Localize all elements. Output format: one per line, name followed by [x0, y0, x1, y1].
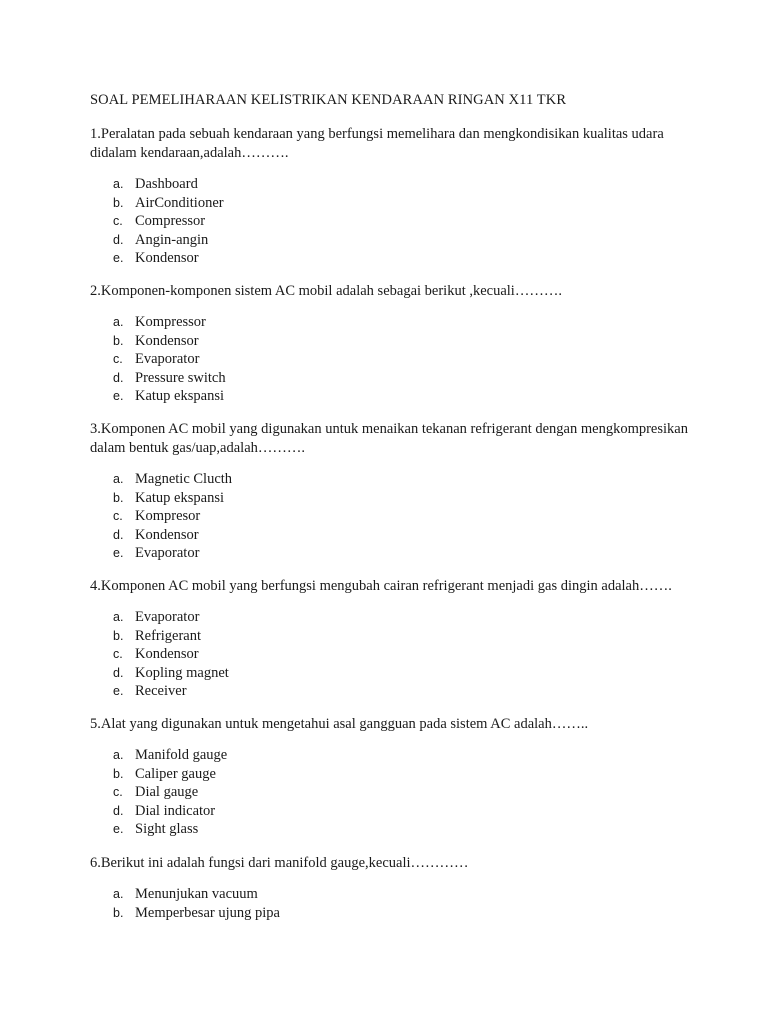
option-letter: a.	[113, 887, 124, 901]
option-text: Magnetic Clucth	[135, 471, 233, 487]
option-letter: c.	[113, 647, 123, 662]
option-letter: e.	[113, 251, 124, 266]
option-text: Manifold gauge	[135, 747, 228, 763]
answer-option	[90, 369, 690, 388]
option-text: Evaporator	[135, 609, 200, 625]
option-text: Kondensor	[135, 250, 199, 267]
answer-option	[90, 212, 690, 231]
answer-option	[90, 332, 690, 351]
question-text: 2.Komponen-komponen sistem AC mobil adalah sebagai berikut ,kecuali……….	[90, 283, 562, 299]
answer-option	[90, 507, 690, 526]
option-letter: c.	[113, 352, 123, 367]
option-letter: d.	[113, 803, 124, 818]
question-text: 1.Peralatan pada sebuah kendaraan yang berfungsi memelihara dan mengkondisikan kualitas udara didalam kendaraan,adalah……….	[90, 126, 664, 161]
option-text: Angin-angin	[135, 231, 209, 248]
answer-option	[90, 820, 690, 839]
option-text: Kondensor	[135, 526, 199, 543]
answer-option	[90, 783, 690, 802]
question-2	[90, 282, 690, 406]
question-1	[90, 125, 690, 268]
answer-option	[90, 175, 690, 194]
answer-option	[90, 608, 690, 627]
option-letter: d.	[113, 665, 124, 680]
option-letter: b.	[113, 490, 124, 505]
option-text: Pressure switch	[135, 369, 226, 386]
option-text: Memperbesar ujung pipa	[135, 904, 280, 921]
option-text: Evaporator	[135, 351, 200, 368]
option-text: Katup ekspansi	[135, 489, 224, 506]
question-4	[90, 577, 690, 701]
answer-option	[90, 313, 690, 332]
answer-option	[90, 231, 690, 250]
answer-option	[90, 746, 690, 765]
option-letter: b.	[113, 195, 124, 210]
option-text: Dashboard	[135, 176, 198, 192]
document-title: SOAL PEMELIHARAAN KELISTRIKAN KENDARAAN RINGAN X11 TKR	[90, 92, 567, 108]
option-text: Menunjukan vacuum	[135, 886, 258, 902]
question-text: 5.Alat yang digunakan untuk mengetahui asal gangguan pada sistem AC adalah……..	[90, 716, 589, 732]
answer-option	[90, 627, 690, 646]
option-letter: d.	[113, 370, 124, 385]
answer-option	[90, 544, 690, 563]
option-letter: e.	[113, 684, 124, 699]
option-text: Katup ekspansi	[135, 388, 224, 405]
option-letter: a.	[113, 472, 124, 486]
option-letter: a.	[113, 315, 124, 329]
option-letter: a.	[113, 610, 124, 624]
option-text: Kondensor	[135, 646, 199, 663]
answer-option	[90, 765, 690, 784]
question-text: 6.Berikut ini adalah fungsi dari manifold gauge,kecuali…………	[90, 855, 469, 871]
option-text: Caliper gauge	[135, 765, 216, 782]
answer-option	[90, 249, 690, 268]
answer-option	[90, 682, 690, 701]
answer-option	[90, 489, 690, 508]
option-letter: d.	[113, 527, 124, 542]
answer-options	[90, 470, 690, 563]
answer-options	[90, 175, 690, 268]
option-text: AirConditioner	[135, 194, 224, 211]
option-letter: e.	[113, 546, 124, 561]
option-letter: e.	[113, 389, 124, 404]
option-text: Kompressor	[135, 314, 206, 330]
option-text: Kopling magnet	[135, 664, 229, 681]
answer-options	[90, 885, 690, 922]
answer-option	[90, 645, 690, 664]
answer-option	[90, 470, 690, 489]
answer-option	[90, 885, 690, 904]
option-letter: a.	[113, 177, 124, 191]
option-letter: a.	[113, 748, 124, 762]
answer-option	[90, 387, 690, 406]
answer-option	[90, 194, 690, 213]
answer-option	[90, 802, 690, 821]
question-text: 3.Komponen AC mobil yang digunakan untuk menaikan tekanan refrigerant dengan mengkompresikan dalam bentuk gas/uap,adalah……….	[90, 421, 688, 456]
answer-options	[90, 608, 690, 701]
answer-options	[90, 313, 690, 406]
answer-option	[90, 350, 690, 369]
option-text: Dial indicator	[135, 802, 216, 819]
option-text: Refrigerant	[135, 627, 202, 644]
answer-options	[90, 746, 690, 839]
answer-option	[90, 664, 690, 683]
option-letter: c.	[113, 509, 123, 524]
option-letter: b.	[113, 905, 124, 920]
answer-option	[90, 526, 690, 545]
option-text: Evaporator	[135, 545, 200, 562]
question-text: 4.Komponen AC mobil yang berfungsi mengubah cairan refrigerant menjadi gas dingin adalah…….	[90, 578, 672, 594]
question-5	[90, 715, 690, 839]
option-text: Kompresor	[135, 508, 201, 525]
option-text: Dial gauge	[135, 784, 199, 801]
option-text: Kondensor	[135, 332, 199, 349]
option-text: Sight glass	[135, 821, 199, 838]
question-6	[90, 854, 690, 922]
option-text: Compressor	[135, 213, 206, 230]
question-3	[90, 420, 690, 563]
option-letter: b.	[113, 333, 124, 348]
answer-option	[90, 904, 690, 923]
option-letter: d.	[113, 232, 124, 247]
option-letter: c.	[113, 214, 123, 229]
option-letter: c.	[113, 785, 123, 800]
option-text: Receiver	[135, 683, 187, 700]
option-letter: b.	[113, 766, 124, 781]
option-letter: e.	[113, 822, 124, 837]
option-letter: b.	[113, 628, 124, 643]
